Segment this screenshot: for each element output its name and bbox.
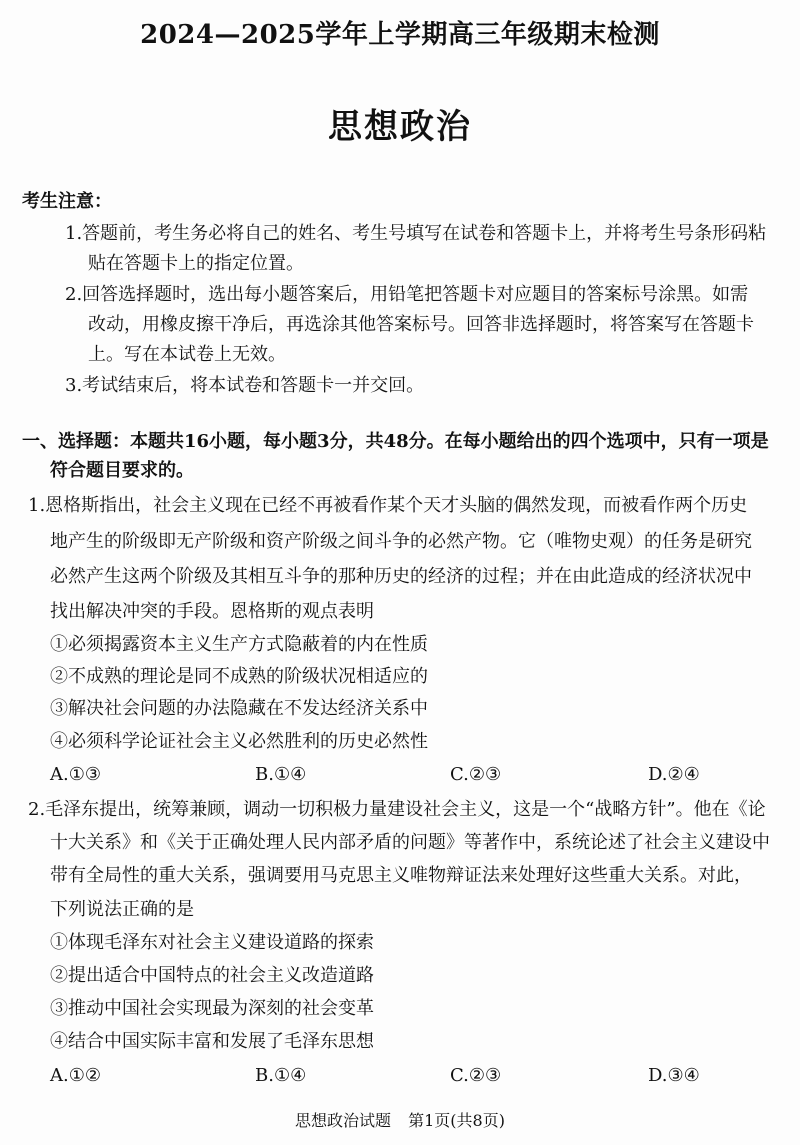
question-2-option-d: D.③④: [648, 1065, 700, 1086]
notice-item-1-line-2: 贴在答题卡上的指定位置。: [88, 253, 304, 274]
question-1-statement-1: ①必须揭露资本主义生产方式隐蔽着的内在性质: [50, 634, 428, 655]
question-2-option-a: A.①②: [50, 1065, 101, 1086]
section-heading-line-2: 符合题目要求的。: [50, 460, 194, 481]
question-2-stem-line-3: 带有全局性的重大关系，强调要用马克思主义唯物辩证法来处理好这些重大关系。对此，: [50, 865, 752, 886]
question-1-statement-4: ④必须科学论证社会主义必然胜利的历史必然性: [50, 731, 428, 752]
notice-heading: 考生注意：: [22, 191, 112, 212]
question-1-option-b: B.①④: [255, 764, 307, 785]
question-2-statement-2: ②提出适合中国特点的社会主义改造道路: [50, 965, 374, 986]
footer-subject: 思想政治试题: [295, 1111, 392, 1130]
question-1-option-a: A.①③: [50, 764, 101, 785]
exam-title: 2024—2025学年上学期高三年级期末检测: [140, 20, 660, 50]
page-footer: [0, 1113, 800, 1129]
question-2-stem-line-4: 下列说法正确的是: [50, 899, 194, 920]
footer-page-number: 第1页(共8页): [408, 1111, 505, 1130]
question-2-option-c: C.②③: [450, 1065, 502, 1086]
question-1-statement-3: ③解决社会问题的办法隐藏在不发达经济关系中: [50, 698, 428, 719]
question-2-stem-line-2: 十大关系》和《关于正确处理人民内部矛盾的问题》等著作中，系统论述了社会主义建设中: [50, 832, 770, 853]
question-2-statement-1: ①体现毛泽东对社会主义建设道路的探索: [50, 932, 374, 953]
notice-item-2-line-1: 2.回答选择题时，选出每小题答案后，用铅笔把答题卡对应题目的答案标号涂黑。如需: [65, 284, 749, 305]
section-heading-line-1: 一、选择题：本题共16小题，每小题3分，共48分。在每小题给出的四个选项中，只有一项是: [22, 431, 769, 452]
question-1-option-c: C.②③: [450, 764, 502, 785]
notice-item-1-line-1: 1.答题前，考生务必将自己的姓名、考生号填写在试卷和答题卡上，并将考生号条形码粘: [65, 223, 767, 244]
question-2-statement-4: ④结合中国实际丰富和发展了毛泽东思想: [50, 1031, 374, 1052]
notice-item-2-line-3: 上。写在本试卷上无效。: [88, 344, 286, 365]
question-2-stem-line-1: 2.毛泽东提出，统筹兼顾，调动一切积极力量建设社会主义，这是一个“战略方针”。他在《论: [28, 799, 766, 820]
question-1-stem-line-2: 地产生的阶级即无产阶级和资产阶级之间斗争的必然产物。它（唯物史观）的任务是研究: [50, 531, 752, 552]
question-2-statement-3: ③推动中国社会实现最为深刻的社会变革: [50, 998, 374, 1019]
question-1-option-d: D.②④: [648, 764, 700, 785]
question-2-option-b: B.①④: [255, 1065, 307, 1086]
question-1-stem-line-4: 找出解决冲突的手段。恩格斯的观点表明: [50, 601, 374, 622]
notice-item-3-line-1: 3.考试结束后，将本试卷和答题卡一并交回。: [65, 375, 425, 396]
subject-title: 思想政治: [328, 107, 472, 147]
question-1-stem-line-3: 必然产生这两个阶级及其相互斗争的那种历史的经济的过程；并在由此造成的经济状况中: [50, 566, 752, 587]
question-1-stem-line-1: 1.恩格斯指出，社会主义现在已经不再被看作某个天才头脑的偶然发现，而被看作两个历史: [28, 495, 748, 516]
notice-item-2-line-2: 改动，用橡皮擦干净后，再选涂其他答案标号。回答非选择题时，将答案写在答题卡: [88, 314, 754, 335]
question-1-statement-2: ②不成熟的理论是同不成熟的阶级状况相适应的: [50, 666, 428, 687]
